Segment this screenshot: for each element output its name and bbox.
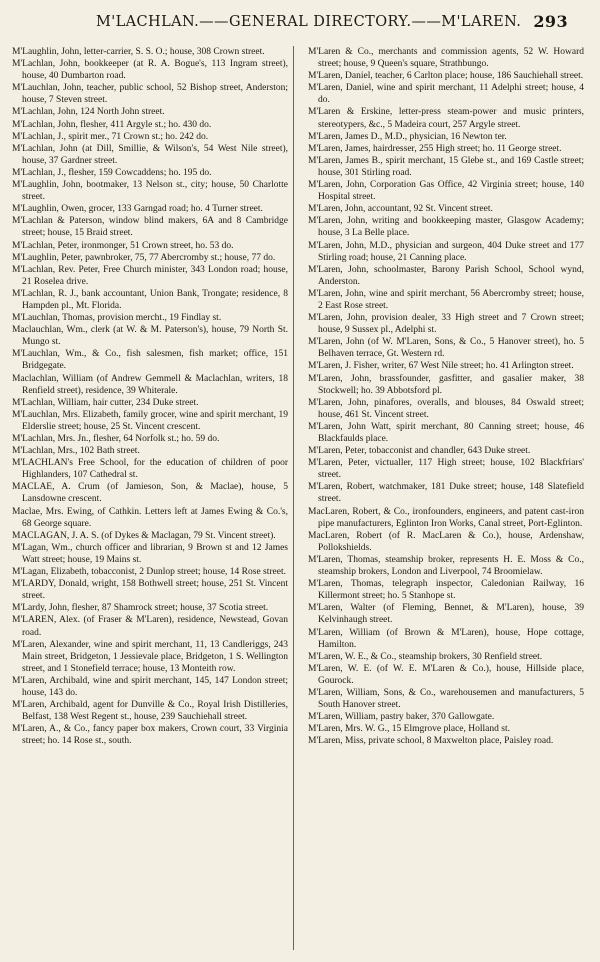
directory-entry: M'Laren, William (of Brown & M'Laren), house, Hope cottage, Hamilton. (308, 627, 584, 650)
directory-entry: M'Lachlan, Mrs. Jn., flesher, 64 Norfolk st.; ho. 59 do. (12, 434, 220, 444)
directory-entry: M'Laren, James D., M.D., physician, 16 Newton ter. (308, 131, 507, 142)
directory-entry: M'Lardy, John, flesher, 87 Shamrock street; house, 37 Scotia street. (12, 603, 269, 614)
directory-entry: M'Laren & Co., merchants and commission agents, 52 W. Howard street; house, 9 Queen's square, Strathbungo. (308, 47, 584, 70)
directory-entry: M'Laren, Daniel, wine and spirit merchant, 11 Adelphi street; house, 4 do. (308, 83, 584, 106)
directory-entry: M'Laren, James B., spirit merchant, 15 Glebe st., and 169 Castle street; house, 301 Stirling road. (308, 155, 584, 178)
column-divider (293, 46, 294, 950)
directory-entry: M'Lauchlan, Mrs. Elizabeth, family grocer, wine and spirit merchant, 19 Elderslie street; house, 25 St. Vincent crescent. (12, 409, 288, 432)
directory-entry: M'Laren, John, wine and spirit merchant, 56 Abercromby street; house, 2 East Rose street. (308, 288, 584, 311)
directory-entry: M'Laughlin, Peter, pawnbroker, 75, 77 Abercromby st.; house, 77 do. (12, 252, 276, 263)
directory-entry: M'Lachlan, J., flesher, 159 Cowcaddens; ho. 195 do. (12, 167, 212, 178)
directory-entry: M'LACHLAN's Free School, for the education of children of poor Highlanders, 107 Cathedral st. (12, 458, 288, 481)
directory-entry: M'Laren, Walter (of Fleming, Bennet, & M'Laren), house, 39 Kelvinhaugh street. (308, 603, 584, 626)
right-column (308, 46, 584, 747)
directory-entry: M'Lachlan, Mrs., 102 Bath street. (12, 446, 140, 457)
directory-entry: M'Laren, John, Corporation Gas Office, 42 Virginia street; house, 140 Hospital street. (308, 180, 584, 203)
directory-entry: Maclae, Mrs. Ewing, of Cathkin. Letters left at James Ewing & Co.'s, 68 George square. (12, 506, 288, 529)
directory-entry: M'Laren, John, M.D., physician and surgeon, 404 Duke street and 177 Stirling road; house, 21 Canning place. (308, 240, 584, 263)
directory-entry: M'Laren, William, Sons, & Co., warehousemen and manufacturers, 5 South Hanover street. (308, 687, 584, 711)
directory-entry: MacLaren, Robert (of R. MacLaren & Co.), house, Ardenshaw, Pollokshields. (308, 530, 584, 553)
directory-entry: M'Lachlan, John, bookkeeper (at R. A. Bogue's, 113 Ingram street), house, 40 Dumbarton road. (12, 59, 288, 82)
directory-entry: M'Laren, W. E. (of W. E. M'Laren & Co.), house, Hillside place, Gourock. (308, 663, 584, 686)
directory-entry: M'Laren, J. Fisher, writer, 67 West Nile street; ho. 41 Arlington street. (308, 361, 574, 372)
directory-entry: M'Lauchlan, Thomas, provision mercht., 19 Findlay st. (12, 313, 222, 324)
directory-entry: M'Lachlan, J., spirit mer., 71 Crown st.; ho. 242 do. (12, 131, 209, 142)
directory-entry: M'Lachlan, John, flesher, 411 Argyle st.; ho. 430 do. (12, 119, 212, 130)
directory-entry: M'Laren, Robert, watchmaker, 181 Duke street; house, 148 Slatefield street. (308, 482, 584, 505)
directory-entry: M'Laren, William, pastry baker, 370 Gallowgate. (308, 712, 495, 723)
directory-entry: M'Lachlan, Peter, ironmonger, 51 Crown street, ho. 53 do. (12, 240, 234, 251)
directory-entry: M'Laughlin, John, letter-carrier, S. S. O.; house, 308 Crown street. (12, 47, 265, 57)
directory-entry: M'LARDY, Donald, wright, 158 Bothwell street; house, 251 St. Vincent street. (12, 579, 288, 602)
left-column (12, 46, 288, 747)
directory-entry: M'Laren, John, writing and bookkeeping master, Glasgow Academy; house, 3 La Belle place. (308, 216, 584, 239)
directory-entry: M'Laughlin, John, bootmaker, 13 Nelson st., city; house, 50 Charlotte street. (12, 180, 288, 203)
directory-entry: MacLaren, Robert, & Co., ironfounders, engineers, and patent cast-iron pipe manufacturers, Eglinton Iron Works, Canal street, Port-Eglinton. (308, 506, 584, 529)
directory-entry: Maclachlan, William (of Andrew Gemmell & Maclachlan, writers, 18 Renfield street), residence, 39 Whiterale. (12, 373, 288, 396)
directory-entry: M'Lauchlan, Wm., & Co., fish salesmen, fish market; office, 151 Bridgegate. (12, 349, 288, 372)
directory-entry: M'Laren, Mrs. W. G., 15 Elmgrove place, Holland st. (308, 724, 510, 735)
directory-entry: M'Laren, Peter, victualler, 117 High street; house, 102 Blackfriars' street. (308, 458, 584, 481)
directory-entry: M'Laren, Peter, tobacconist and chandler, 643 Duke street. (308, 446, 531, 457)
directory-entry: M'Laren, A., & Co., fancy paper box makers, Crown court, 33 Virginia street; ho. 14 Rose st., south. (12, 724, 288, 747)
directory-entry: M'Lachlan, John, 124 North John street. (12, 107, 165, 118)
directory-entry: M'Laren, John, schoolmaster, Barony Parish School, School wynd, Anderston. (308, 264, 584, 287)
directory-entry: M'Laren & Erskine, letter-press steam-power and music printers, stereotypers, &c., 5 Madeira court, 257 Argyle street. (308, 107, 584, 130)
directory-entry: M'Lachlan, William, hair cutter, 234 Duke street. (12, 397, 199, 408)
directory-entry: M'Lachlan & Paterson, window blind makers, 6A and 8 Cambridge street; house, 15 Braid street. (12, 216, 288, 239)
directory-entry: M'Lachlan, R. J., bank accountant, Union Bank, Trongate; residence, 8 Hampden pl., Mt. Florida. (12, 288, 288, 311)
directory-entry: M'Laren, Thomas, telegraph inspector, Caledonian Railway, 16 Killermont street; ho. 5 Stanhope st. (308, 579, 584, 602)
directory-entry: M'Lauchlan, John, teacher, public school, 52 Bishop street, Anderston; house, 7 Steven street. (12, 83, 288, 106)
directory-entry: M'Laren, James, hairdresser, 255 High street; ho. 11 George street. (308, 143, 562, 154)
directory-entry: M'Lagan, Wm., church officer and librarian, 9 Brown st and 12 James Watt street; house, 19 Mains st. (12, 542, 288, 565)
directory-entry: M'Laughlin, Owen, grocer, 133 Garngad road; ho. 4 Turner street. (12, 204, 263, 215)
directory-entry: M'Laren, Archibald, agent for Dunville & Co., Royal Irish Distilleries, Belfast, 138 West Regent st., house, 239 Sauchiehall street. (12, 700, 288, 723)
directory-entry: M'Laren, Daniel, teacher, 6 Carlton place; house, 186 Sauchiehall street. (308, 71, 584, 82)
directory-entry: M'Laren, Archibald, wine and spirit merchant, 145, 147 London street; house, 143 do. (12, 675, 288, 698)
directory-entry: M'Laren, Miss, private school, 8 Maxwelton place, Paisley road. (308, 736, 554, 747)
directory-entry: M'LAREN, Alex. (of Fraser & M'Laren), residence, Newstead, Govan road. (12, 615, 288, 638)
directory-entry: M'Laren, John, provision dealer, 33 High street and 7 Crown street; house, 9 Sussex pl., Adelphi st. (308, 313, 584, 336)
directory-entry: M'Laren, Thomas, steamship broker, represents H. E. Moss & Co., steamship brokers, London and Liverpool, 74 Broomielaw. (308, 554, 584, 578)
directory-entry: M'Laren, John, pinafores, overalls, and blouses, 84 Oswald street; house, 461 St. Vincent street. (308, 397, 584, 420)
page-number: 293 (533, 12, 568, 31)
page-header (0, 12, 600, 36)
directory-entry: M'Laren, W. E., & Co., steamship brokers, 30 Renfield street. (308, 651, 543, 662)
directory-entry: M'Lagan, Elizabeth, tobacconist, 2 Dunlop street; house, 14 Rose street. (12, 567, 286, 578)
directory-entry: M'Laren, John, accountant, 92 St. Vincent street. (308, 204, 493, 215)
directory-entry: MACLAE, A. Crum (of Jamieson, Son, & Maclae), house, 5 Lansdowne crescent. (12, 482, 288, 505)
running-title: M'LACHLAN.——GENERAL DIRECTORY.——M'LAREN. (96, 14, 522, 30)
directory-entry: M'Laren, John, brassfounder, gasfitter, and gasalier maker, 38 Stockwell; ho. 39 Abbotsford pl. (308, 373, 584, 396)
directory-entry: M'Laren, John (of W. M'Laren, Sons, & Co., 5 Hanover street), ho. 5 Belhaven terrace, Gt. Western rd. (308, 337, 584, 360)
directory-entry: M'Laren, John Watt, spirit merchant, 80 Canning street; house, 46 Blackfaulds place. (308, 421, 584, 444)
directory-entry: M'Lachlan, John (at Dill, Smillie, & Wilson's, 54 West Nile street), house, 37 Gardner street. (12, 143, 288, 166)
directory-entry: MACLAGAN, J. A. S. (of Dykes & Maclagan, 79 St. Vincent street). (12, 530, 276, 541)
directory-entry: Maclauchlan, Wm., clerk (at W. & M. Paterson's), house, 79 North St. Mungo st. (12, 325, 288, 348)
directory-entry: M'Lachlan, Rev. Peter, Free Church minister, 343 London road; house, 21 Roselea drive. (12, 264, 288, 287)
directory-entry: M'Laren, Alexander, wine and spirit merchant, 11, 13 Candleriggs, 243 Main street, Bridgeton, 1 Jessievale place, Bridgeton, 1 S. Wellington street, and 1 Stonefield terrace; house, 13 Monteith row. (12, 639, 288, 674)
